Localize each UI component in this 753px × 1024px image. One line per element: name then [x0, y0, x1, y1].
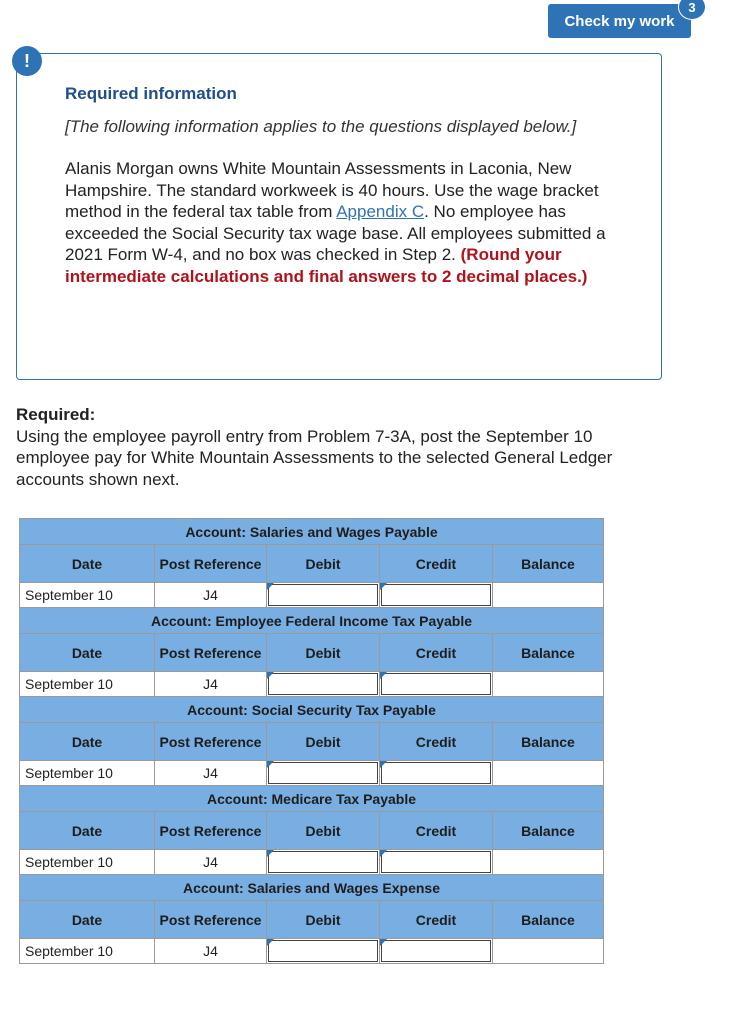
account-title: Account: Social Security Tax Payable — [20, 697, 604, 723]
col-credit: Credit — [380, 901, 493, 939]
row-date: September 10 — [20, 761, 155, 786]
info-title: Required information — [65, 84, 237, 103]
row-post-ref: J4 — [155, 672, 267, 697]
info-paragraph — [65, 158, 625, 287]
input-marker-icon — [380, 850, 387, 857]
alert-icon: ! — [12, 46, 42, 76]
account-title: Account: Medicare Tax Payable — [20, 786, 604, 812]
required-information-box — [16, 53, 662, 380]
input-marker-icon — [267, 672, 274, 679]
col-debit: Debit — [267, 723, 380, 761]
input-marker-icon — [380, 939, 387, 946]
col-post-ref: Post Reference — [155, 634, 267, 672]
attempts-badge: 3 — [678, 0, 706, 20]
balance-cell — [493, 850, 604, 875]
debit-input[interactable] — [268, 762, 378, 784]
input-marker-icon — [380, 583, 387, 590]
debit-input[interactable] — [268, 673, 378, 695]
ledger-row — [20, 583, 604, 608]
row-date: September 10 — [20, 850, 155, 875]
required-section — [16, 404, 656, 490]
credit-input[interactable] — [381, 584, 491, 606]
input-marker-icon — [267, 850, 274, 857]
col-post-ref: Post Reference — [155, 812, 267, 850]
col-debit: Debit — [267, 901, 380, 939]
ledger-row — [20, 850, 604, 875]
col-balance: Balance — [493, 634, 604, 672]
col-debit: Debit — [267, 545, 380, 583]
row-post-ref: J4 — [155, 761, 267, 786]
col-balance: Balance — [493, 723, 604, 761]
required-text: Using the employee payroll entry from Problem 7-3A, post the September 10 employee pay for White Mountain Assessments to the selected General Ledger accounts shown next. — [16, 426, 613, 489]
col-post-ref: Post Reference — [155, 901, 267, 939]
input-marker-icon — [380, 672, 387, 679]
col-balance: Balance — [493, 901, 604, 939]
credit-input[interactable] — [381, 851, 491, 873]
ledger-row — [20, 939, 604, 964]
credit-input[interactable] — [381, 940, 491, 962]
check-my-work-button[interactable]: Check my work — [548, 4, 691, 38]
debit-input[interactable] — [268, 940, 378, 962]
row-date: September 10 — [20, 939, 155, 964]
account-title: Account: Salaries and Wages Expense — [20, 875, 604, 901]
col-credit: Credit — [380, 634, 493, 672]
input-marker-icon — [267, 761, 274, 768]
info-italic-note: [The following information applies to the questions displayed below.] — [65, 117, 577, 136]
info-para-before-link: Alanis Morgan owns White Mountain Assessments in Laconia, New Hampshire. The standard workweek is 40 hours. Use the wage bracket method in the federal tax table from — [65, 159, 599, 221]
balance-cell — [493, 583, 604, 608]
col-credit: Credit — [380, 812, 493, 850]
col-date: Date — [20, 723, 155, 761]
col-date: Date — [20, 545, 155, 583]
balance-cell — [493, 672, 604, 697]
balance-cell — [493, 939, 604, 964]
col-post-ref: Post Reference — [155, 545, 267, 583]
input-marker-icon — [267, 583, 274, 590]
row-post-ref: J4 — [155, 850, 267, 875]
balance-cell — [493, 761, 604, 786]
col-balance: Balance — [493, 812, 604, 850]
debit-input[interactable] — [268, 851, 378, 873]
row-date: September 10 — [20, 672, 155, 697]
credit-input[interactable] — [381, 673, 491, 695]
debit-input[interactable] — [268, 584, 378, 606]
col-debit: Debit — [267, 634, 380, 672]
col-post-ref: Post Reference — [155, 723, 267, 761]
ledger-row — [20, 672, 604, 697]
credit-input[interactable] — [381, 762, 491, 784]
col-date: Date — [20, 901, 155, 939]
required-heading: Required: — [16, 405, 96, 424]
col-credit: Credit — [380, 723, 493, 761]
input-marker-icon — [267, 939, 274, 946]
row-post-ref: J4 — [155, 583, 267, 608]
row-date: September 10 — [20, 583, 155, 608]
input-marker-icon — [380, 761, 387, 768]
general-ledger — [19, 518, 604, 964]
account-title: Account: Employee Federal Income Tax Payable — [20, 608, 604, 634]
appendix-c-link[interactable]: Appendix C — [336, 202, 425, 221]
row-post-ref: J4 — [155, 939, 267, 964]
col-credit: Credit — [380, 545, 493, 583]
rounding-note: (Round your intermediate calculations and final answers to 2 decimal places.) — [65, 245, 588, 286]
info-para-after-link: . No employee has exceeded the Social Security tax wage base. All employees submitted a 2021 Form W-4, and no box was checked in Step 2. — [65, 202, 606, 264]
account-title: Account: Salaries and Wages Payable — [20, 519, 604, 545]
col-date: Date — [20, 812, 155, 850]
ledger-row — [20, 761, 604, 786]
col-debit: Debit — [267, 812, 380, 850]
col-date: Date — [20, 634, 155, 672]
col-balance: Balance — [493, 545, 604, 583]
